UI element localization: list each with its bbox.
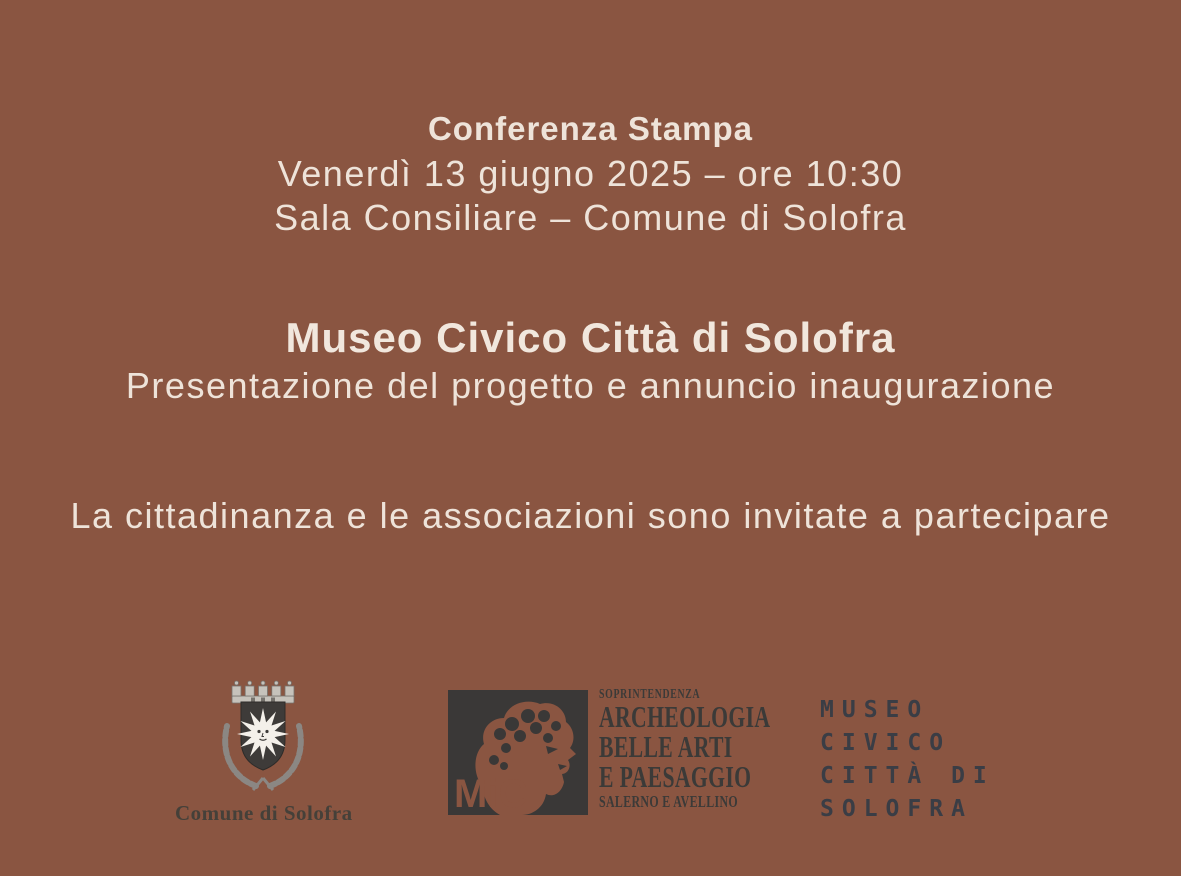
comune-di-solofra-logo xyxy=(175,672,353,826)
wordmark-line-citta-di: CITTÀ DI xyxy=(820,763,995,789)
title-block xyxy=(0,312,1181,408)
crown-icon xyxy=(232,681,294,703)
soprintendenza-block xyxy=(599,687,771,812)
event-date-time: Venerdì 13 giugno 2025 – ore 10:30 xyxy=(277,153,904,194)
comune-caption: Comune di Solofra xyxy=(175,801,353,825)
soprintendenza-label: SOPRINTENDENZA xyxy=(599,687,701,702)
wordmark-line-solofra: SOLOFRA xyxy=(820,796,973,822)
museo-civico-wordmark xyxy=(820,694,995,826)
page-title: Museo Civico Città di Solofra xyxy=(285,314,896,361)
page-subtitle: Presentazione del progetto e annuncio inaugurazione xyxy=(125,365,1056,406)
soprintendenza-line-paesaggio: E PAESAGGIO xyxy=(599,759,752,794)
coat-of-arms-icon xyxy=(208,672,318,794)
wordmark-line-museo: MUSEO xyxy=(820,697,930,723)
invitation-text: La cittadinanza e le associazioni sono invitate a partecipare xyxy=(70,495,1111,536)
header-block xyxy=(0,106,1181,240)
soprintendenza-line-belle-arti: BELLE ARTI xyxy=(599,729,733,764)
soprintendenza-line-archeologia: ARCHEOLOGIA xyxy=(599,699,771,734)
mic-wordmark: MiC xyxy=(454,772,528,815)
soprintendenza-provinces: SALERNO E AVELLINO xyxy=(599,792,739,811)
event-type-title: Conferenza Stampa xyxy=(427,110,754,147)
mic-logo-icon xyxy=(448,690,588,815)
wordmark-line-civico: CIVICO xyxy=(820,730,952,756)
event-location: Sala Consiliare – Comune di Solofra xyxy=(274,197,907,238)
